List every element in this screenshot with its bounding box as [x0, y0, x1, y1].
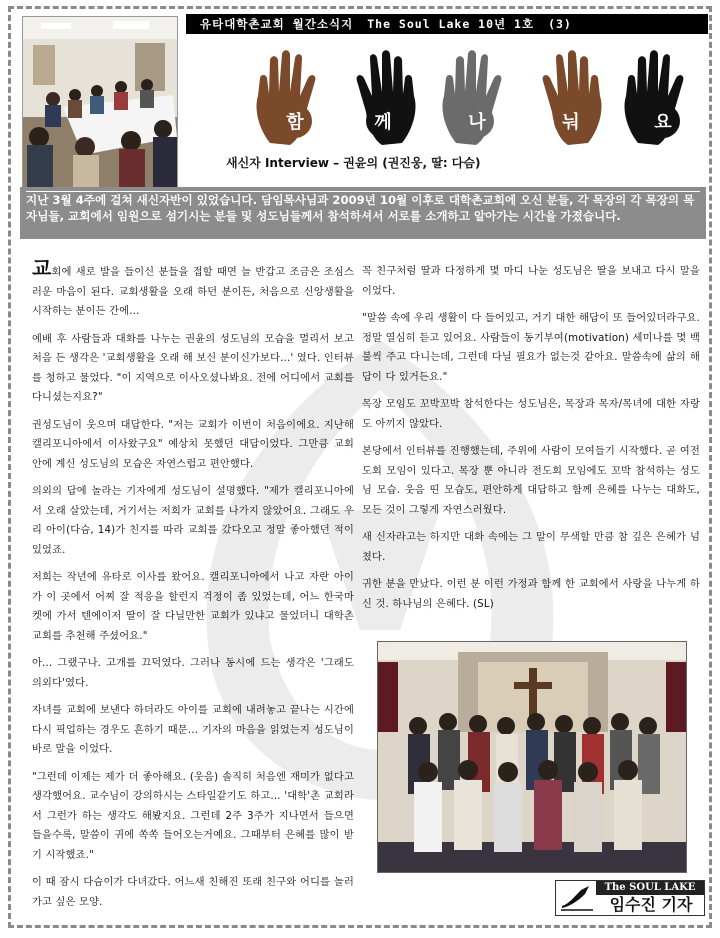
paragraph: 꼭 친구처럼 딸과 다정하게 몇 마디 나눈 성도님은 딸을 보내고 다시 말을 이었다. — [362, 266, 700, 297]
hand-letter-1: 함 — [278, 104, 312, 138]
hand-letter-2: 께 — [366, 104, 400, 138]
paragraph: 저희는 작년에 유타로 이사를 왔어요. 캘리포니아에서 나고 자란 아이가 이 곳에서 어찌 잘 적응을 할런지 걱정이 좀 있었는데, 어느 한국마켓에 가서 텐에이저 딸이 잘 다닐만한 교회가 있냐고 물었더니 대학촌 교회를 추천해 주셨어요." — [32, 572, 354, 642]
article-right-column — [362, 262, 700, 622]
reporter-name: 임수진 기자 — [609, 895, 693, 914]
frame-bottom-border — [8, 925, 712, 928]
title-hands — [250, 48, 710, 148]
article-left-column — [32, 256, 354, 920]
meeting-photo — [22, 16, 178, 188]
article-subtitle: 새신자 Interview – 권윤의 (권진웅, 딸: 다슴) — [226, 156, 481, 170]
header-bar — [186, 14, 708, 34]
drop-cap: 교 — [32, 256, 52, 280]
paragraph: 아... 그랬구나. 고개를 끄덕였다. 그러나 동시에 드는 생각은 '그래도 의외다'였다. — [32, 658, 354, 689]
frame-top-border — [8, 6, 712, 9]
header-publication: The Soul Lake 10년 1호 — [367, 17, 535, 31]
reporter-logo — [555, 880, 705, 916]
paragraph: 예배 후 사람들과 대화를 나누는 권윤의 성도님의 모습을 멀리서 보고 처음 든 생각은 '교회생활을 오래 해 보신 분이신가보다...' 였다. 인터뷰를 청하고 물었다. "이 지역으로 이사오셨나봐요. 전에 어디에서 교회를 다니셨는지요?" — [32, 333, 354, 403]
paragraph-text: 회에 새로 발을 들이신 분들을 접할 때면 늘 반갑고 조금은 조심스러운 마음이 된다. 교회생활을 오래 하던 분이든, 처음으로 신앙생활을 시작하는 분이든 간에... — [32, 267, 354, 317]
paragraph: 본당에서 인터뷰를 진행했는데, 주위에 사람이 모여들기 시작했다. 곧 여전도회 모임이 있다고. 목장 뿐 아니라 전도회 모임에도 꼬박 참석하는 성도님 모습. 웃음 띤 모습도, 편안하게 대답하고 함께 은혜를 나누는 대화도, 모든 것이 그렇게 자연스러웠다. — [362, 446, 700, 516]
paragraph: 새 신자라고는 하지만 대화 속에는 그 말이 무색할 만큼 참 깊은 은혜가 넘쳤다. — [362, 532, 700, 563]
paragraph: 목장 모임도 꼬박꼬박 참석한다는 성도님은, 목장과 목자/목녀에 대한 자랑도 아끼지 않았다. — [362, 399, 700, 430]
paragraph: 의외의 답에 놀라는 기자에게 성도님이 설명했다. "제가 캘리포니아에서 오래 살았는데, 거기서는 저희가 교회를 나가지 않았어요. 그래도 우리 아이(다슴, 14)가 친지를 따라 교회를 갔다오고 정말 좋아했던 적이 있었죠. — [32, 486, 354, 556]
logo-brand: The SOUL LAKE — [596, 881, 704, 895]
paragraph: 귀한 분을 만났다. 이런 분 이런 가정과 함께 한 교회에서 사랑을 나누게 하신 것. 하나님의 은혜다. (SL) — [362, 579, 700, 610]
hand-letter-4: 눠 — [554, 104, 588, 138]
frame-left-border — [8, 6, 11, 928]
paragraph: 이 때 잠시 다슴이가 다녀갔다. 어느새 친해진 또래 친구와 어디를 놀러가고 싶은 모양. — [32, 877, 354, 908]
group-photo — [377, 641, 687, 873]
header-church-name: 유타대학촌교회 월간소식지 — [200, 17, 354, 31]
pen-icon — [559, 884, 595, 912]
paragraph: "말씀 속에 우리 생활이 다 들어있고, 거기 대한 해답이 또 들어있더라구요. 정말 열심히 듣고 있어요. 사람들이 동기부여(motivation) 세미나를 몇 백불씩 주고 다니는데, 그런데 다닐 필요가 없는것 같아요. 말씀속에 삶의 해답이 다 있거든요." — [362, 313, 700, 383]
paragraph: "그런데 이제는 제가 더 좋아해요. (웃음) 솔직히 처음엔 재미가 없다고 생각했어요. 교수님이 강의하시는 스타일같기도 하고... '대학'촌 교회라서 그런가 하는 생각도 해봤지요. 그런데 2주 3주가 지나면서 들으면 들을수록, 말씀이 귀에 쏙쏙 들어오는거예요. 그때부터 은혜를 많이 받기 시작했죠." — [32, 771, 354, 861]
hand-letter-5: 요 — [646, 104, 680, 138]
intro-block — [20, 187, 706, 239]
paragraph: 자녀를 교회에 보낸다 하더라도 아이를 교회에 내려놓고 끝나는 시간에 다시 픽업하는 경우도 흔하기 때문... 기자의 마음을 읽었는지 성도님이 바로 말을 이었다. — [32, 705, 354, 755]
header-page-number: (3) — [548, 17, 572, 31]
paragraph — [32, 256, 354, 322]
paragraph: 권성도님이 웃으며 대답한다. "저는 교회가 이번이 처음이에요. 지난해 캘리포니아에서 이사왔구요" 예상치 못했던 대답이었다. 그만큼 교회 안에 계신 성도님의 모습은 자연스럽고 편안했다. — [32, 419, 354, 470]
intro-text: 지난 3월 4주에 걸쳐 새신자반이 있었습니다. 담임목사님과 2009년 10월 이후로 대학촌교회에 오신 분들, 각 목장의 각 목장의 목자님들, 교회에서 임원으로 섬기시는 분들 및 성도님들께서 참석하셔서 서로를 소개하고 알아가는 시간을 가졌습니다. — [26, 191, 700, 224]
hand-letter-3: 나 — [460, 104, 494, 138]
